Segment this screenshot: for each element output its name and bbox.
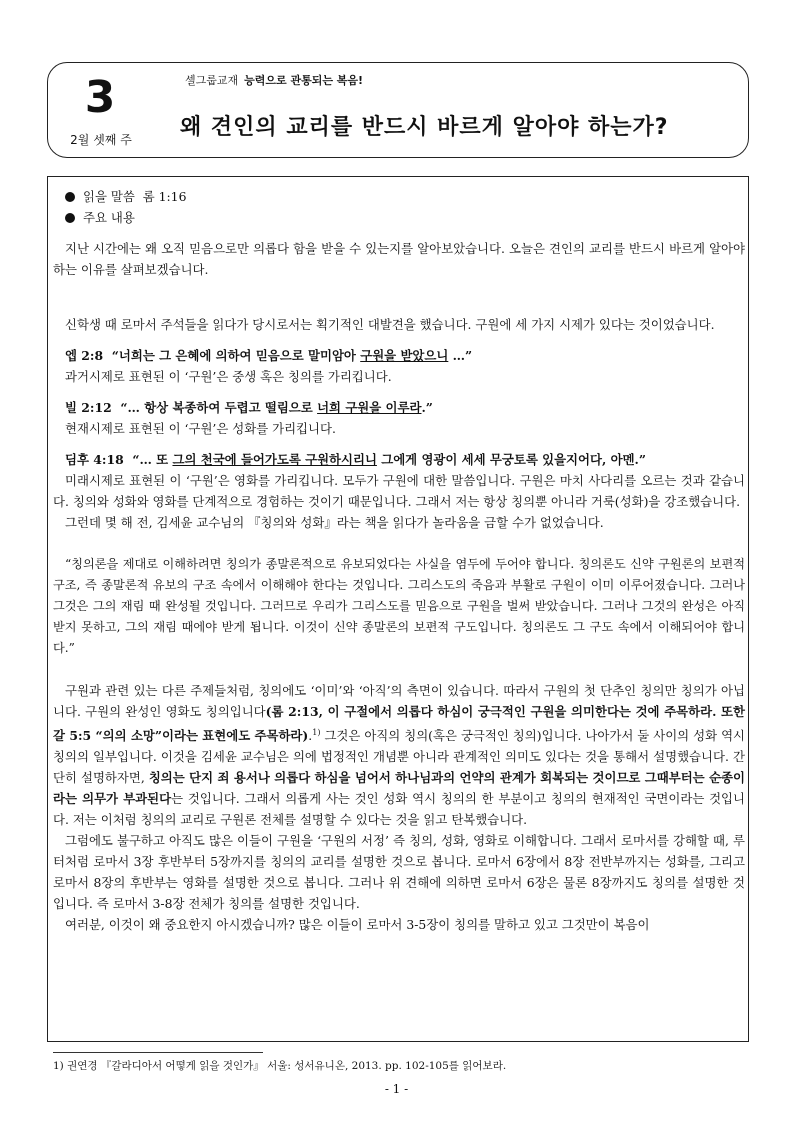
week-label: 2월 셋째 주: [70, 133, 132, 147]
paragraph-why-important: 여러분, 이것이 왜 중요한지 아시겠습니까? 많은 이들이 로마서 3-5장이 칭의를 말하고 있고 그것만이 복음이: [65, 917, 650, 933]
verse-underline: 구원을 받았으니: [360, 348, 449, 363]
paragraph-ordo-salutis: 그럼에도 불구하고 아직도 많은 이들이 구원을 ‘구원의 서정’ 즉 칭의, 성화, 영화로 이해합니다. 그래서 로마서를 강해할 때, 루터처럼 로마서 3장 후반부터 5장까지를 칭의의 교리를 설명한 것으로 봅니다. 로마서 6장에서 8장 전반부까지는 성화를, 그리고 로마서 8장의 후반부는 영화를 설명한 것으로 봅니다. 그러나 위 견해에 의하면 로마서 6장은 물론 8장까지도 칭의를 설명한 것입니다. 즉 로마서 3-8장 전체가 칭의를 설명한 것입니다.: [53, 833, 745, 912]
verse-note: 과거시제로 표현된 이 ‘구원’은 중생 혹은 칭의를 가리킵니다.: [65, 369, 392, 384]
bullet-icon: [65, 213, 75, 223]
verse-end: 그에게 영광이 세세 무궁토록 있을지어다, 아멘.”: [376, 452, 646, 467]
verse-note: 현재시제로 표현된 이 ‘구원’은 성화를 가리킵니다.: [65, 421, 336, 436]
footnote: 1) 권연경 『갈라디아서 어떻게 읽을 것인가』 서울: 성서유니온, 2013. pp. 102-105를 읽어보라.: [53, 1060, 507, 1072]
bullet-icon: [65, 192, 75, 202]
summary-bullet: [65, 207, 745, 228]
page-number: - 1 -: [384, 1082, 409, 1096]
series-line: [185, 72, 363, 88]
series-title: 능력으로 관통되는 복음!: [244, 74, 364, 87]
reading-bullet: [65, 186, 745, 207]
verse-underline: 너희 구원을 이루라: [317, 400, 422, 415]
verse-ref: 빌 2:12: [65, 400, 112, 415]
paragraph-intro: 지난 시간에는 왜 오직 믿음으로만 의롭다 함을 받을 수 있는지를 알아보았습니다. 오늘은 견인의 교리를 반드시 바르게 알아야 하는 이유를 살펴보겠습니다.: [53, 241, 745, 277]
summary-label: 주요 내용: [83, 210, 135, 225]
verse-ref: 딤후 4:18: [65, 452, 124, 467]
verse-eph: [65, 345, 745, 366]
verse-2tim: [65, 449, 745, 470]
reading-label: 읽을 말씀: [83, 189, 135, 204]
series-prefix: 셀그룹교재: [185, 74, 239, 87]
block-quote: “칭의론을 제대로 이해하려면 칭의가 종말론적으로 유보되었다는 사실을 염두에 두어야 합니다. 칭의론도 신약 구원론의 보편적 구조, 즉 종말론적 유보의 구조 속에서 이해해야 한다는 것입니다. 그리스도의 죽음과 부활로 구원이 이미 이루어졌습니다. 그러나 그것은 그의 재림 때 완성될 것입니다. 그러므로 우리가 그리스도를 믿음으로 구원을 벌써 받았습니다. 그러나 그것의 완성은 아직 받지 못하고, 그의 재림 때에야 받게 됩니다. 이것이 신약 종말론의 보편적 구도입니다. 칭의론도 그 구도 속에서 이해되어야 합니다.”: [53, 557, 745, 655]
verse-end: .”: [421, 400, 433, 415]
lesson-number: 3: [84, 72, 116, 123]
verse-ref: 엡 2:8: [65, 348, 104, 363]
text-run: 는 것입니다. 그래서 의롭게 사는 것인 성화 역시 칭의의 한 부분이고 칭의의 현재적인 국면이라는 것입니다. 저는 이처럼 칭의의 교리로 구원론 전체를 설명할 수 있다는 것을 읽고 탄복했습니다.: [53, 791, 745, 828]
verse-end: …”: [448, 348, 473, 363]
paragraph-discovery: 신학생 때 로마서 주석들을 읽다가 당시로서는 획기적인 대발견을 했습니다. 구원에 세 가지 시제가 있다는 것이었습니다.: [65, 317, 715, 332]
verse-underline: 그의 천국에 들어가도록 구원하시리니: [172, 452, 377, 467]
text-run: 그것은 아직의 칭의(혹은 궁극적인 칭의)입니다. 나아가서 둘 사이의 성화 역시 칭의의 일부입니다. 이것을 김세윤 교수님은 의에 법정적인 개념뿐 아니라 관계적인 의미도 있다는 것을 통해서 설명했습니다. 간단히 설명하자면,: [53, 728, 746, 786]
verse-phil: [65, 397, 745, 418]
paragraph-book: 그런데 몇 해 전, 김세윤 교수님의 『칭의와 성화』라는 책을 읽다가 놀라움을 금할 수가 없었습니다.: [65, 515, 604, 530]
paragraph-glorification: 미래시제로 표현된 이 ‘구원’은 영화를 가리킵니다. 모두가 구원에 대한 말씀입니다. 구원은 마치 사다리를 오르는 것과 같습니다. 칭의와 성화와 영화를 단계적으로 경험하는 것이기 때문입니다. 그래서 저는 항상 칭의뿐 아니라 거룩(성화)을 강조했습니다.: [53, 473, 745, 509]
verse-text: “… 항상 복종하여 두렵고 떨림으로: [120, 400, 318, 415]
bold-run: 칭의는 단지 죄 용서나 의롭다 하심을 넘어서 하나님과의 언약의 관계가 회복되는 것이므로 그때부터는 순종이라는 의무가 부과된다: [53, 770, 745, 807]
bold-run: (롬 2:13, 이 구절에서 의롭다 하심이 궁극적인 구원을 의미한다는 것에 주목하라. 또한 갈 5:5 “의의 소망”이라는 표현에도 주목하라): [53, 704, 745, 744]
main-content: [53, 186, 745, 935]
reading-ref: 롬 1:16: [142, 189, 187, 204]
paragraph-already-not-yet: 구원과 관련 있는 다른 주제들처럼, 칭의에도 ‘이미’와 ‘아직’의 측면이 있습니다. 따라서 구원의 첫 단추인 칭의만 칭의가 아닙니다. 구원의 완성인 영화도 칭의입니다(롬 2:13, 이 구절에서 의롭다 하심이 궁극적인 구원을 의미한다는 것에 주목하라. 또한 갈 5:5 “의의 소망”이라는 표현에도 주목하라).$^{1)}$ 그것은 아직의 칭의(혹은 궁극적인 칭의)입니다. 나아가서 둘 사이의 성화 역시 칭의의 일부입니다. 이것을 김세윤 교수님은 의에 법정적인 개념뿐 아니라 관계적인 의미도 있다는 것을 통해서 설명했습니다. 간단히 설명하자면, 칭의는 단지 죄 용서나 의롭다 하심을 넘어서 하나님과의 언약의 관계가 회복되는 것이므로 그때부터는 순종이라는 의무가 부과된다는 것입니다. 그래서 의롭게 사는 것인 성화 역시 칭의의 한 부분이고 칭의의 현재적인 국면이라는 것입니다. 저는 이처럼 칭의의 교리로 구원론 전체를 설명할 수 있다는 것을 읽고 탄복했습니다.: [53, 683, 746, 828]
page-title: 왜 견인의 교리를 반드시 바르게 알아야 하는가?: [180, 115, 669, 140]
footnote-divider: [53, 1052, 263, 1053]
verse-text: “… 또: [132, 452, 173, 467]
footnote-marker: 1): [312, 728, 321, 737]
text-run: 구원과 관련 있는 다른 주제들처럼, 칭의에도 ‘이미’와 ‘아직’의 측면이 있습니다. 따라서 구원의 첫 단추인 칭의만 칭의가 아닙니다. 구원의 완성인 영화도 칭의입니다: [53, 683, 745, 719]
verse-text: “너희는 그 은혜에 의하여 믿음으로 말미암아: [111, 348, 361, 363]
